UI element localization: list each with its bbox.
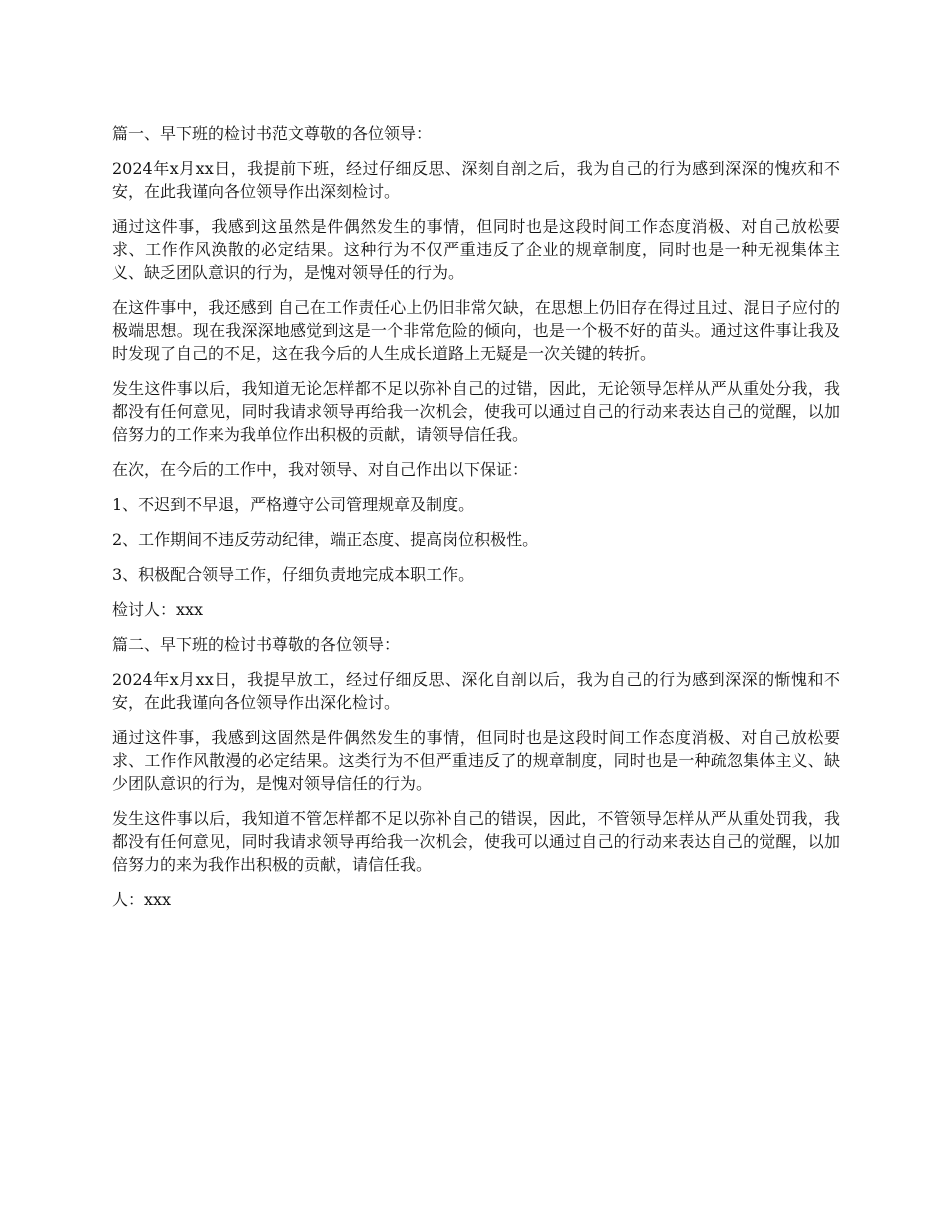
list-item: 3、积极配合领导工作，仔细负责地完成本职工作。 (112, 565, 475, 584)
section-heading-1: 篇一、早下班的检讨书范文尊敬的各位领导： (112, 124, 433, 143)
paragraph: 发生这件事以后，我知道无论怎样都不足以弥补自己的过错，因此，无论领导怎样从严从重处分我，我都没有任何意见，同时我请求领导再给我一次机会，使我可以通过自己的行动来表达自己的觉醒，以加倍努力的工作来为我单位作出积极的贡献，请领导信任我。 (112, 379, 840, 444)
signature-line: 人：xxx (112, 890, 172, 909)
paragraph: 2024年x月xx日，我提前下班，经过仔细反思、深刻自剖之后，我为自己的行为感到深深的愧疚和不安，在此我谨向各位领导作出深刻检讨。 (112, 159, 840, 201)
paragraph: 在次，在今后的工作中，我对领导、对自己作出以下保证： (112, 460, 529, 479)
paragraph: 发生这件事以后，我知道不管怎样都不足以弥补自己的错误，因此，不管领导怎样从严从重处罚我，我都没有任何意见，同时我请求领导再给我一次机会，使我可以通过自己的行动来表达自己的觉醒，以加倍努力的来为我作出积极的贡献，请信任我。 (112, 809, 840, 874)
paragraph: 通过这件事，我感到这固然是件偶然发生的事情，但同时也是这段时间工作态度消极、对自己放松要求、工作作风散漫的必定结果。这类行为不但严重违反了的规章制度，同时也是一种疏忽集体主义、缺少团队意识的行为，是愧对领导信任的行为。 (112, 728, 840, 793)
list-item: 1、不迟到不早退，严格遵守公司管理规章及制度。 (112, 495, 475, 514)
paragraph: 通过这件事，我感到这虽然是件偶然发生的事情，但同时也是这段时间工作态度消极、对自己放松要求、工作作风涣散的必定结果。这种行为不仅严重违反了企业的规章制度，同时也是一种无视集体主义、缺乏团队意识的行为，是愧对领导任的行为。 (112, 217, 840, 282)
document-page (112, 122, 840, 923)
signature-line: 检讨人：xxx (112, 600, 204, 619)
list-item: 2、工作期间不违反劳动纪律，端正态度、提高岗位积极性。 (112, 530, 539, 549)
paragraph: 2024年x月xx日，我提早放工，经过仔细反思、深化自剖以后，我为自己的行为感到深深的惭愧和不安，在此我谨向各位领导作出深化检讨。 (112, 670, 840, 712)
section-heading-2: 篇二、早下班的检讨书尊敬的各位领导： (112, 635, 401, 654)
paragraph: 在这件事中，我还感到 自己在工作责任心上仍旧非常欠缺，在思想上仍旧存在得过且过、混日子应付的极端思想。现在我深深地感觉到这是一个非常危险的倾向，也是一个极不好的苗头。通过这件事让我及时发现了自己的不足，这在我今后的人生成长道路上无疑是一次关键的转折。 (112, 298, 840, 363)
